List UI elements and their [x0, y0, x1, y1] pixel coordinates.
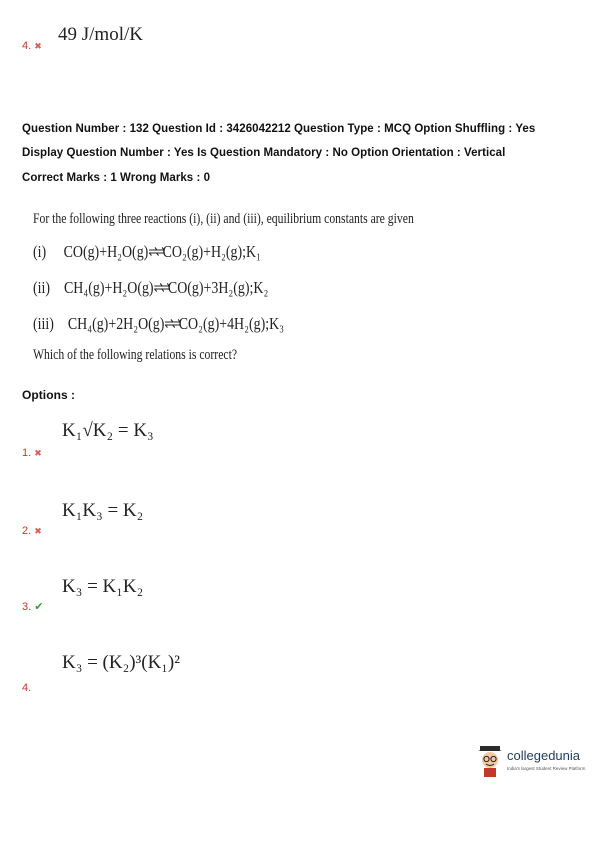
- wrong-x-icon: ✖: [34, 41, 42, 51]
- equilibrium-arrow-icon: ⇌⇌: [148, 245, 163, 260]
- option-1-formula: K₁√K₂ = K₃: [62, 420, 154, 441]
- reaction-rhs: CO₂(g)+H₂(g);K₁: [162, 242, 261, 261]
- option-number: 4.: [22, 40, 32, 52]
- option-3-number[interactable]: [22, 600, 43, 613]
- reaction-label: (i): [33, 242, 47, 261]
- option-3-formula: K₃ = K₁K₂: [62, 576, 144, 597]
- question-meta-line-2: Display Question Number : Yes Is Question Mandatory : No Option Orientation : Vertical: [22, 147, 506, 159]
- option-2-number[interactable]: [22, 525, 42, 537]
- option-number: 2.: [22, 525, 32, 537]
- wrong-x-icon: ✖: [34, 526, 42, 536]
- reaction-lhs: CO(g)+H₂O(g): [63, 242, 149, 261]
- equilibrium-arrow-icon: ⇌⇌: [153, 281, 168, 296]
- option-4-number[interactable]: [22, 682, 31, 694]
- question-meta-line-1: Question Number : 132 Question Id : 3426042212 Question Type : MCQ Option Shuffling : Yes: [22, 123, 536, 135]
- options-label: Options :: [22, 388, 76, 402]
- reaction-label: (ii): [33, 278, 51, 297]
- mascot-icon: [476, 744, 504, 778]
- reaction-2: [33, 278, 268, 298]
- question-intro: For the following three reactions (i), (ii) and (iii), equilibrium constants are given: [33, 211, 414, 227]
- wrong-x-icon: ✖: [34, 448, 42, 458]
- question-ask: Which of the following relations is correct?: [33, 347, 238, 363]
- previous-option-number: [22, 40, 42, 52]
- reaction-label: (iii): [33, 314, 54, 333]
- previous-answer-text: 49 J/mol/K: [58, 24, 143, 45]
- option-1-number[interactable]: [22, 447, 42, 459]
- option-number: 3.: [22, 601, 32, 613]
- collegedunia-logo: [476, 744, 586, 780]
- reaction-rhs: CO(g)+3H₂(g);K₂: [167, 278, 269, 297]
- correct-check-icon: ✔: [34, 601, 44, 613]
- reaction-1: [33, 242, 261, 262]
- reaction-lhs: CH₄(g)+2H₂O(g): [67, 314, 165, 333]
- reaction-rhs: CO₂(g)+4H₂(g);K₃: [178, 314, 285, 333]
- option-4-formula: K₃ = (K₂)³(K₁)²: [62, 652, 180, 673]
- logo-name: collegedunia: [507, 748, 581, 763]
- option-number: 1.: [22, 447, 32, 459]
- reaction-lhs: CH₄(g)+H₂O(g): [63, 278, 154, 297]
- logo-tagline: India's largest Student Review Platform: [507, 766, 586, 771]
- question-meta-line-3: Correct Marks : 1 Wrong Marks : 0: [22, 172, 211, 184]
- option-number: 4.: [22, 682, 32, 694]
- reaction-3: [33, 314, 284, 334]
- equilibrium-arrow-icon: ⇌⇌: [164, 317, 179, 332]
- option-2-formula: K₁K₃ = K₂: [62, 500, 144, 521]
